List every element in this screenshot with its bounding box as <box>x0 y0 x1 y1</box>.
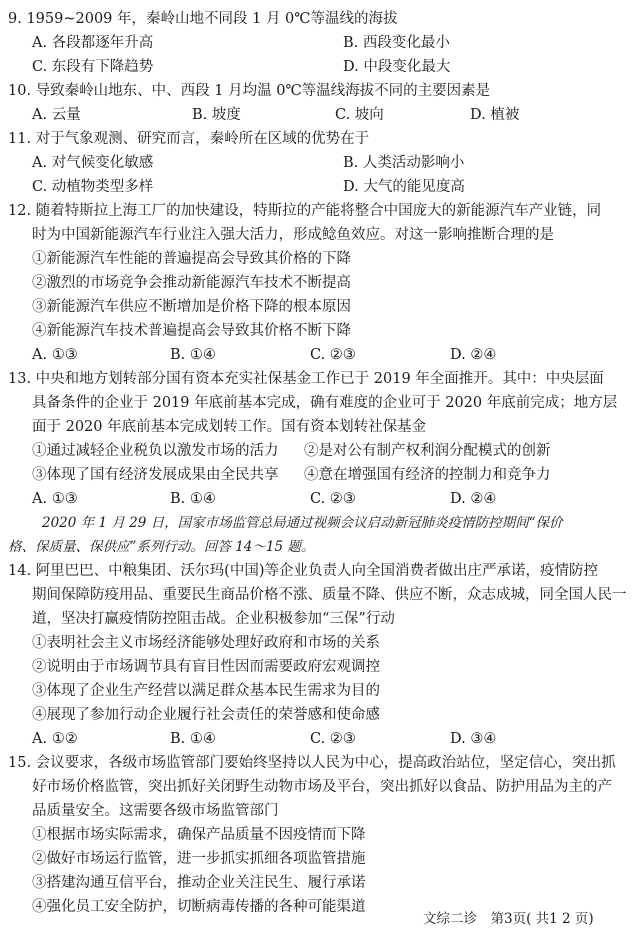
q12-stem-line-1: 12. 随着特斯拉上海工厂的加快建设，特斯拉的产能将整合中国庞大的新能源汽车产业链，同 <box>8 203 602 219</box>
q14-option-a: A. ①② <box>32 731 78 747</box>
q15-statement-4: ④强化员工安全防护，切断病毒传播的各种可能渠道 <box>32 899 366 915</box>
q13-statement-4: ④意在增强国有经济的控制力和竞争力 <box>304 467 551 483</box>
q15-statement-1: ①根据市场实际需求，确保产品质量不因疫情而下降 <box>32 827 366 843</box>
q9-option-a: A. 各段都逐年升高 <box>32 35 154 51</box>
q12-option-b: B. ①④ <box>170 347 216 363</box>
q13-option-b: B. ①④ <box>170 491 216 507</box>
q13-stem-line-3: 面于 2020 年底前基本完成划转工作。国有资本划转社保基金 <box>32 419 427 435</box>
q11-option-a: A. 对气候变化敏感 <box>32 155 154 171</box>
q12-option-a: A. ①③ <box>32 347 78 363</box>
q13-option-d: D. ②④ <box>450 491 497 507</box>
q14-statement-4: ④展现了参加行动企业履行社会责任的荣誉感和使命感 <box>32 707 380 723</box>
q14-option-c: C. ②③ <box>310 731 356 747</box>
q10-stem: 10. 导致秦岭山地东、中、西段 1 月均温 0℃等温线海拔不同的主要因素是 <box>8 83 491 99</box>
q11-option-d: D. 大气的能见度高 <box>343 179 465 195</box>
q15-stem-line-1: 15. 会议要求，各级市场监管部门要始终坚持以人民为中心，提高政治站位，坚定信心，突出抓 <box>8 755 616 771</box>
q10-option-a: A. 云量 <box>32 107 81 123</box>
q11-options-row-2 <box>32 177 632 197</box>
q15-statement-3: ③搭建沟通互信平台，推动企业关注民生、履行承诺 <box>32 875 366 891</box>
q14-option-b: B. ①④ <box>170 731 216 747</box>
q9-option-b: B. 西段变化最小 <box>343 35 450 51</box>
q10-option-b: B. 坡度 <box>192 107 241 123</box>
q10-options-row <box>32 105 632 125</box>
q11-options-row-1 <box>32 153 632 173</box>
q12-statement-4: ④新能源汽车技术普遍提高会导致其价格不断下降 <box>32 323 351 339</box>
material-line-1: 2020 年 1 月 29 日，国家市场监管总局通过视频会议启动新冠肺炎疫情防控期间“保价 <box>42 515 563 531</box>
q10-option-d: D. 植被 <box>470 107 520 123</box>
q12-option-d: D. ②④ <box>450 347 497 363</box>
q10-option-c: C. 坡向 <box>335 107 384 123</box>
q14-options-row <box>32 729 632 749</box>
q9-option-d: D. 中段变化最大 <box>343 59 451 75</box>
page-footer: 文综二诊 第3页( 共1 2 页) <box>423 911 594 927</box>
q13-stem-line-1: 13. 中央和地方划转部分国有资本充实社保基金工作已于 2019 年全面推开。其中：中央层面 <box>8 371 604 387</box>
q15-statement-2: ②做好市场运行监管，进一步抓实抓细各项监管措施 <box>32 851 366 867</box>
q14-stem-line-2: 期间保障防疫用品、重要民生商品价格不涨、质量不降、供应不断，众志成城，同全国人民一 <box>32 587 627 603</box>
q13-statements-row-1 <box>32 441 632 461</box>
q14-stem-line-1: 14. 阿里巴巴、中粮集团、沃尔玛(中国)等企业负责人向全国消费者做出庄严承诺，疫情防控 <box>8 563 598 579</box>
q13-option-a: A. ①③ <box>32 491 78 507</box>
q11-stem: 11. 对于气象观测、研究而言，秦岭所在区域的优势在于 <box>8 131 370 147</box>
q11-option-b: B. 人类活动影响小 <box>343 155 465 171</box>
q12-stem-line-2: 时为中国新能源汽车行业注入强大活力，形成鲶鱼效应。对这一影响推断合理的是 <box>32 227 554 243</box>
q15-stem-line-2: 好市场价格监管，突出抓好关闭野生动物市场及平台，突出抓好以食品、防护用品为主的产 <box>32 779 612 795</box>
q13-statements-row-2 <box>32 465 632 485</box>
q12-statement-3: ③新能源汽车供应不断增加是价格下降的根本原因 <box>32 299 351 315</box>
q13-options-row <box>32 489 632 509</box>
q13-option-c: C. ②③ <box>310 491 356 507</box>
q14-statement-1: ①表明社会主义市场经济能够处理好政府和市场的关系 <box>32 635 380 651</box>
q14-statement-3: ③体现了企业生产经营以满足群众基本民生需求为目的 <box>32 683 380 699</box>
q14-statement-2: ②说明由于市场调节具有盲目性因而需要政府宏观调控 <box>32 659 380 675</box>
q9-options-row-2 <box>32 57 632 77</box>
q9-option-c: C. 东段有下降趋势 <box>32 59 154 75</box>
q15-stem-line-3: 品质量安全。这需要各级市场监管部门 <box>32 803 279 819</box>
q13-statement-1: ①通过减轻企业税负以激发市场的活力 <box>32 443 279 459</box>
q14-stem-line-3: 道，坚决打赢疫情防控阻击战。企业积极参加“三保”行动 <box>32 611 395 627</box>
q12-option-c: C. ②③ <box>310 347 356 363</box>
q12-options-row <box>32 345 632 365</box>
q9-options-row-1 <box>32 33 632 53</box>
q9-stem: 9. 1959~2009 年，秦岭山地不同段 1 月 0℃等温线的海拔 <box>8 11 398 27</box>
q11-option-c: C. 动植物类型多样 <box>32 179 154 195</box>
q12-statement-1: ①新能源汽车性能的普遍提高会导致其价格的下降 <box>32 251 351 267</box>
q13-statement-3: ③体现了国有经济发展成果由全民共享 <box>32 467 279 483</box>
material-line-2: 格、保质量、保供应”系列行动。回答 14～15 题。 <box>8 539 315 555</box>
q13-stem-line-2: 具备条件的企业于 2019 年底前基本完成，确有难度的企业可于 2020 年底前完成；地方层 <box>32 395 618 411</box>
q14-option-d: D. ③④ <box>450 731 497 747</box>
q12-statement-2: ②激烈的市场竞争会推动新能源汽车技术不断提高 <box>32 275 351 291</box>
q13-statement-2: ②是对公有制产权利润分配模式的创新 <box>304 443 551 459</box>
